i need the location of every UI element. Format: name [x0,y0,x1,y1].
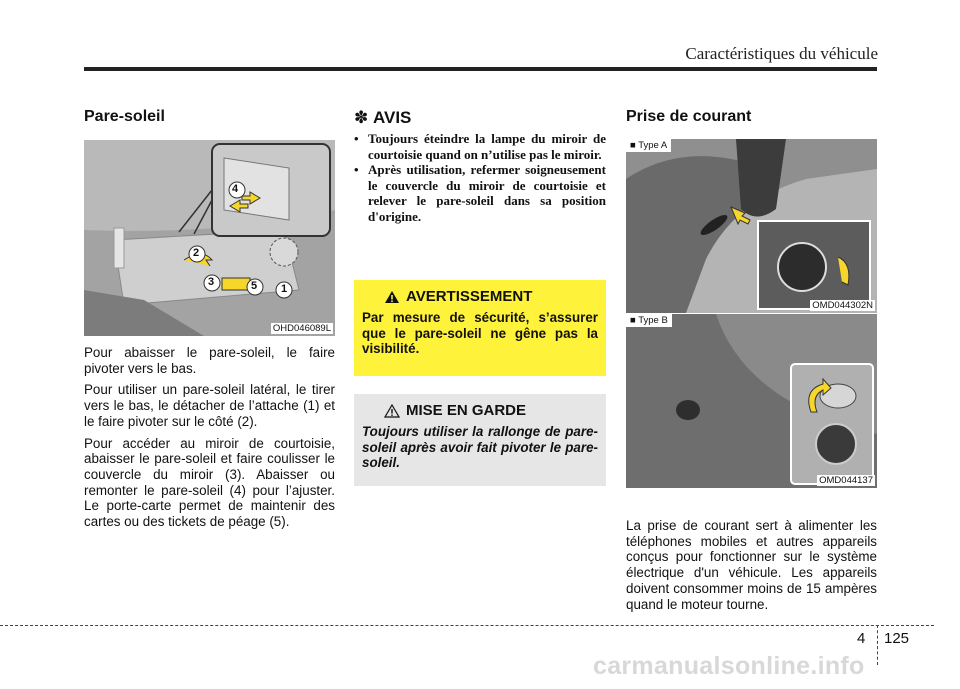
running-header: Caractéristiques du véhicule [685,44,878,63]
caution-box [354,394,606,486]
callout-2: 2 [193,247,200,259]
asterisk-icon: ✽ [354,108,369,127]
sun-visor-photo [84,140,335,336]
type-a-label: ■ Type A [626,139,671,152]
image-code: OMD044302N [812,300,873,311]
image-code: OMD044137 [819,475,873,486]
type-b-label: ■ Type B [626,314,672,327]
power-outlet-section [626,108,877,612]
sun-visor-illustration [84,140,335,336]
type-a-illustration [626,139,877,313]
watermark: carmanualsonline.info [593,652,865,680]
footer-rule [0,625,934,626]
warning-box [354,280,606,376]
callout-4: 4 [232,183,239,195]
avis-title: AVIS [372,108,412,127]
paragraph: Pour utiliser un pare-soleil latéral, le tirer vers le bas, le détacher de l’attache (1) et le faire pivoter sur le côté (2). [84,382,335,429]
image-code: OHD046089L [272,323,331,334]
power-outlet-heading: Prise de courant [626,108,752,125]
paragraph: La prise de courant sert à alimenter les téléphones mobiles et autres appareils conçus pour fonctionner sur le système électrique d'un véhicule. Les appareils doivent consommer moins de 15 ampères quand le moteur tourne. [626,518,877,612]
type-b-illustration [626,314,877,488]
paragraph: Pour abaisser le pare-soleil, le faire pivoter vers le bas. [84,345,335,376]
chapter-number: 4 [857,630,866,647]
type-b-photo [626,314,877,488]
header-rule [84,67,877,71]
page-number: 125 [884,630,910,647]
list-item: • Après utilisation, refermer soigneusement le couvercle du miroir de courtoisie et relever le pare-soleil dans sa position d'origine. [354,162,606,224]
avis-heading [354,108,606,128]
avis-list [354,131,606,224]
warning-text: Par mesure de sécurité, s’assurer que le pare-soleil ne gêne pas la visibilité. [362,310,598,356]
caution-triangle-icon [384,404,400,418]
paragraph: Pour accéder au miroir de courtoisie, abaisser le pare-soleil et faire coulisser le couvercle du miroir (3). Abaisser ou remonter le pare-soleil (4) pour l’ajuster. Le porte-carte permet de maintenir des cartes ou des tickets de péage (5). [84,435,335,530]
callout-3: 3 [208,276,215,288]
type-a-photo [626,139,877,313]
caution-text: Toujours utiliser la rallonge de pare-soleil après avoir fait pivoter le pare-soleil. [362,424,598,470]
sun-visor-section [84,108,335,530]
sun-visor-heading: Pare-soleil [84,108,165,125]
warning-title: AVERTISSEMENT [406,288,533,305]
caution-title: MISE EN GARDE [406,402,527,419]
callout-5: 5 [251,280,258,292]
footer-divider [877,625,878,665]
notice-section [354,108,606,470]
callout-1: 1 [281,283,288,295]
list-item: • Toujours éteindre la lampe du miroir de courtoisie quand on n’utilise pas le miroir. [354,131,606,162]
warning-triangle-icon [384,290,400,304]
